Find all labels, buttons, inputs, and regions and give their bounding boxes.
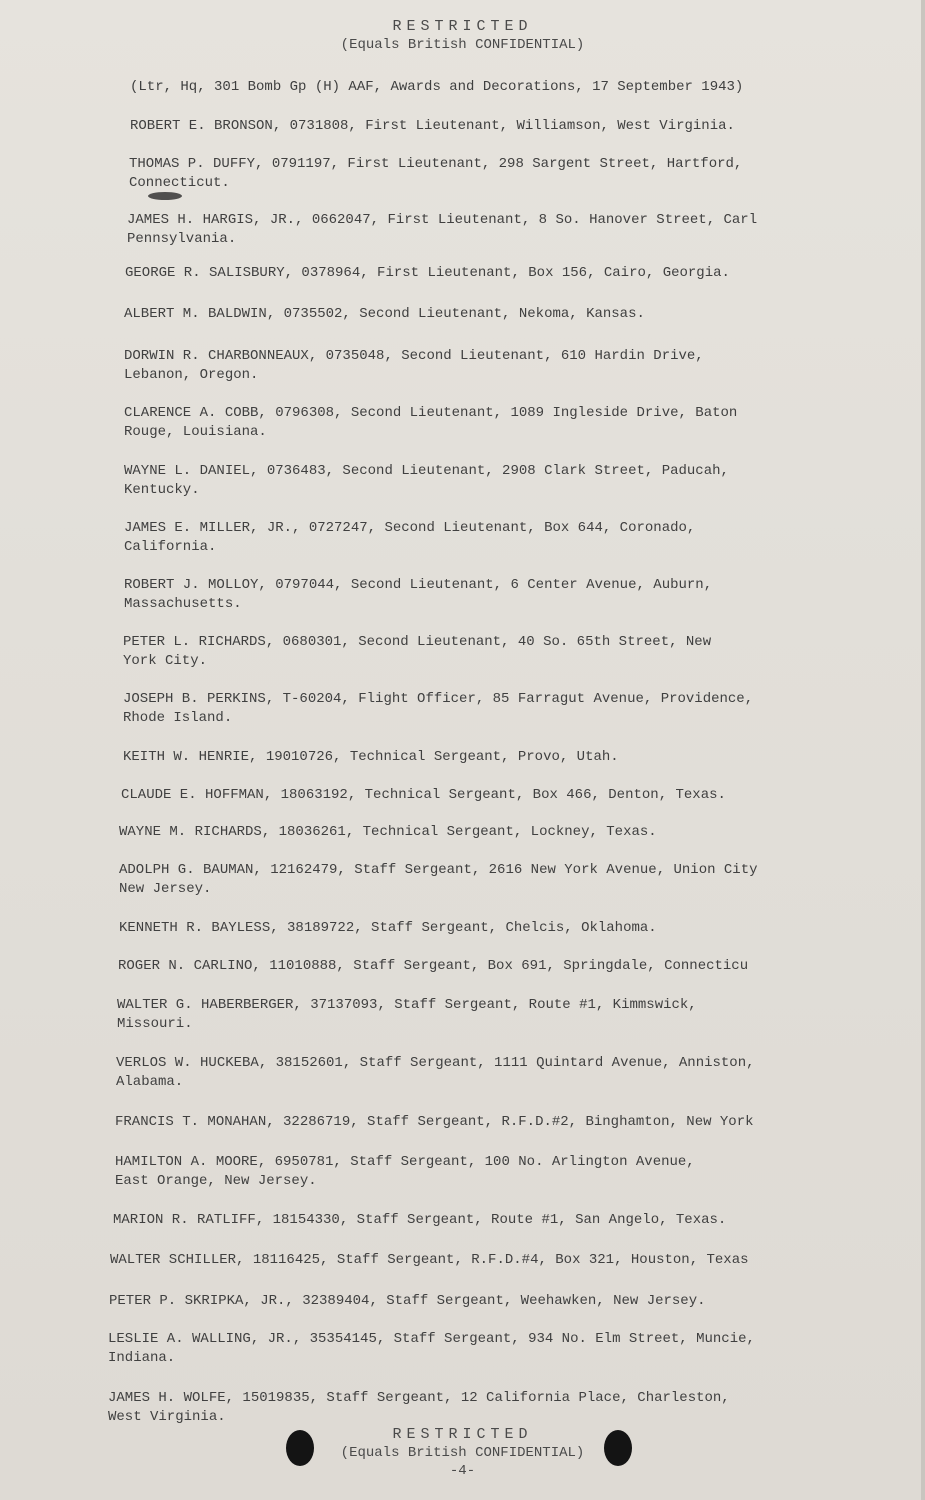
entry-line-2: Massachusetts. xyxy=(124,596,242,612)
list-item xyxy=(121,786,726,805)
entry-line-1: PETER P. SKRIPKA, JR., 32389404, Staff Sergeant, Weehawken, New Jersey. xyxy=(109,1293,706,1309)
header-classification: (Equals British CONFIDENTIAL) xyxy=(340,37,585,53)
list-item xyxy=(117,996,697,1034)
entry-line-1: JAMES H. HARGIS, JR., 0662047, First Lieutenant, 8 So. Hanover Street, Carl xyxy=(127,212,758,228)
list-item xyxy=(118,957,748,976)
entry-line-1: VERLOS W. HUCKEBA, 38152601, Staff Sergeant, 1111 Quintard Avenue, Anniston, xyxy=(116,1055,755,1071)
list-item xyxy=(110,1251,749,1270)
entry-line-1: KEITH W. HENRIE, 19010726, Technical Sergeant, Provo, Utah. xyxy=(123,749,619,765)
list-item xyxy=(119,861,758,899)
entry-line-1: WAYNE L. DANIEL, 0736483, Second Lieutenant, 2908 Clark Street, Paducah, xyxy=(124,463,729,479)
entry-line-2: Indiana. xyxy=(108,1350,176,1366)
entry-line-2: Pennsylvania. xyxy=(127,231,237,247)
letter-reference: (Ltr, Hq, 301 Bomb Gp (H) AAF, Awards and Decorations, 17 September 1943) xyxy=(130,79,744,95)
entry-line-1: JOSEPH B. PERKINS, T-60204, Flight Officer, 85 Farragut Avenue, Providence, xyxy=(123,691,754,707)
entry-line-2: Kentucky. xyxy=(124,482,200,498)
list-item xyxy=(115,1153,695,1191)
entry-line-1: ALBERT M. BALDWIN, 0735502, Second Lieutenant, Nekoma, Kansas. xyxy=(124,306,645,322)
entry-line-1: PETER L. RICHARDS, 0680301, Second Lieutenant, 40 So. 65th Street, New xyxy=(123,634,712,650)
entry-line-1: ROBERT J. MOLLOY, 0797044, Second Lieutenant, 6 Center Avenue, Auburn, xyxy=(124,577,713,593)
list-item xyxy=(123,690,753,728)
list-item xyxy=(129,155,742,193)
list-item xyxy=(124,462,729,500)
entry-line-1: JAMES H. WOLFE, 15019835, Staff Sergeant, 12 California Place, Charleston, xyxy=(108,1390,730,1406)
ink-smudge xyxy=(148,192,182,200)
entry-line-2: California. xyxy=(124,539,217,555)
list-item xyxy=(109,1292,706,1311)
list-item xyxy=(127,211,757,249)
entry-line-2: Lebanon, Oregon. xyxy=(124,367,259,383)
list-item xyxy=(124,576,712,614)
list-item xyxy=(119,919,657,938)
list-item xyxy=(123,633,711,671)
list-item xyxy=(123,748,619,767)
punch-hole-right xyxy=(604,1430,632,1466)
entry-line-1: WAYNE M. RICHARDS, 18036261, Technical Sergeant, Lockney, Texas. xyxy=(119,824,657,840)
footer-classification: (Equals British CONFIDENTIAL) xyxy=(340,1445,585,1461)
entry-line-1: ROBERT E. BRONSON, 0731808, First Lieutenant, Williamson, West Virginia. xyxy=(130,118,735,134)
list-item xyxy=(125,264,730,283)
list-item xyxy=(115,1113,754,1132)
list-item xyxy=(124,347,704,385)
list-item xyxy=(124,404,737,442)
entry-line-1: MARION R. RATLIFF, 18154330, Staff Sergeant, Route #1, San Angelo, Texas. xyxy=(113,1212,727,1228)
entry-line-1: LESLIE A. WALLING, JR., 35354145, Staff Sergeant, 934 No. Elm Street, Muncie, xyxy=(108,1331,755,1347)
footer-restricted: RESTRICTED xyxy=(392,1426,533,1443)
punch-hole-left xyxy=(286,1430,314,1466)
entry-line-1: CLAUDE E. HOFFMAN, 18063192, Technical Sergeant, Box 466, Denton, Texas. xyxy=(121,787,726,803)
entry-line-2: Missouri. xyxy=(117,1016,193,1032)
entry-line-2: Alabama. xyxy=(116,1074,184,1090)
list-item xyxy=(108,1389,730,1427)
list-item xyxy=(119,823,657,842)
entry-line-1: GEORGE R. SALISBURY, 0378964, First Lieutenant, Box 156, Cairo, Georgia. xyxy=(125,265,730,281)
entry-line-1: WALTER SCHILLER, 18116425, Staff Sergeant, R.F.D.#4, Box 321, Houston, Texas xyxy=(110,1252,749,1268)
entry-line-1: WALTER G. HABERBERGER, 37137093, Staff Sergeant, Route #1, Kimmswick, xyxy=(117,997,697,1013)
entry-line-2: Rouge, Louisiana. xyxy=(124,424,267,440)
entry-line-1: DORWIN R. CHARBONNEAUX, 0735048, Second Lieutenant, 610 Hardin Drive, xyxy=(124,348,704,364)
entry-line-2: Rhode Island. xyxy=(123,710,233,726)
entry-line-2: Connecticut. xyxy=(129,175,230,191)
entry-line-1: JAMES E. MILLER, JR., 0727247, Second Lieutenant, Box 644, Coronado, xyxy=(124,520,696,536)
list-item xyxy=(124,519,695,557)
entry-line-1: FRANCIS T. MONAHAN, 32286719, Staff Sergeant, R.F.D.#2, Binghamton, New York xyxy=(115,1114,754,1130)
entry-line-1: ADOLPH G. BAUMAN, 12162479, Staff Sergeant, 2616 New York Avenue, Union City xyxy=(119,862,758,878)
entry-line-1: CLARENCE A. COBB, 0796308, Second Lieutenant, 1089 Ingleside Drive, Baton xyxy=(124,405,738,421)
list-item xyxy=(108,1330,755,1368)
entry-line-2: East Orange, New Jersey. xyxy=(115,1173,317,1189)
entry-line-1: THOMAS P. DUFFY, 0791197, First Lieutenant, 298 Sargent Street, Hartford, xyxy=(129,156,743,172)
list-item xyxy=(116,1054,755,1092)
entry-line-1: ROGER N. CARLINO, 11010888, Staff Sergeant, Box 691, Springdale, Connecticu xyxy=(118,958,749,974)
footer xyxy=(0,1426,925,1480)
entry-line-2: York City. xyxy=(123,653,208,669)
page-number: -4- xyxy=(449,1463,476,1479)
list-item xyxy=(130,117,735,136)
header-restricted: RESTRICTED xyxy=(392,18,533,35)
entry-line-1: KENNETH R. BAYLESS, 38189722, Staff Sergeant, Chelcis, Oklahoma. xyxy=(119,920,657,936)
list-item xyxy=(113,1211,726,1230)
entry-line-1: HAMILTON A. MOORE, 6950781, Staff Sergeant, 100 No. Arlington Avenue, xyxy=(115,1154,695,1170)
entry-line-2: New Jersey. xyxy=(119,881,212,897)
list-item xyxy=(124,305,645,324)
entry-line-2: West Virginia. xyxy=(108,1409,226,1425)
